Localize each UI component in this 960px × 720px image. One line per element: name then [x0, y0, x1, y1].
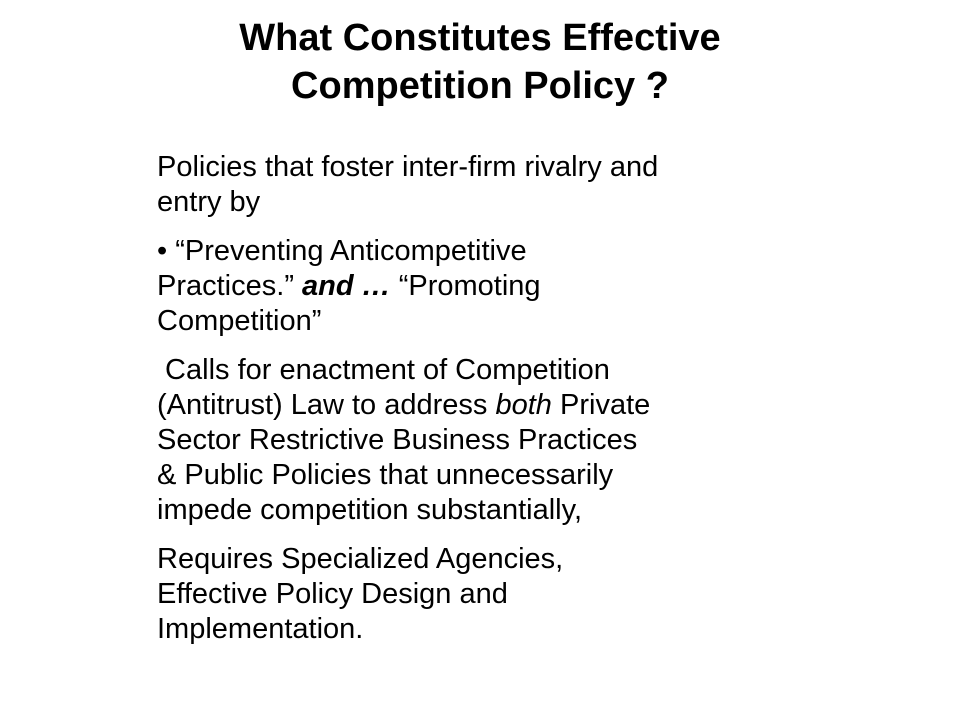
bullet-item [157, 234, 817, 339]
paragraph-law-line-4: & Public Policies that unnecessarily [157, 459, 614, 491]
paragraph-law-line-2-a: (Antitrust) Law to address [157, 389, 496, 421]
paragraph-law-line-3: Sector Restrictive Business Practices [157, 424, 638, 456]
slide-body [157, 150, 817, 661]
paragraph-law-emphasis: both [495, 389, 552, 421]
paragraph-intro [157, 150, 817, 220]
paragraph-agencies [157, 542, 817, 647]
bullet-item-line-2-a: Practices.” [157, 270, 294, 302]
slide-title-line-1: What Constitutes Effective [239, 17, 721, 59]
slide-title [120, 14, 840, 110]
paragraph-agencies-line-1: Requires Specialized Agencies, [157, 543, 564, 575]
bullet-item-line-2 [157, 269, 817, 304]
paragraph-intro-line-2: entry by [157, 186, 261, 218]
paragraph-law-line-1: Calls for enactment of Competition [157, 354, 610, 386]
bullet-item-line-1 [157, 234, 817, 269]
paragraph-law [157, 353, 817, 528]
bullet-item-line-1-text: “Preventing Anticompetitive [167, 235, 527, 267]
bullet-item-emphasis: and … [302, 270, 391, 302]
paragraph-agencies-line-3: Implementation. [157, 613, 364, 645]
paragraph-law-line-2-c: Private [551, 389, 651, 421]
paragraph-intro-line-1: Policies that foster inter-firm rivalry and [157, 151, 659, 183]
paragraph-agencies-line-2: Effective Policy Design and [157, 578, 508, 610]
bullet-item-line-2-c: “Promoting [398, 270, 541, 302]
paragraph-law-line-5: impede competition substantially, [157, 494, 583, 526]
bullet-item-line-3: Competition” [157, 305, 322, 337]
bullet-dot-icon: • [157, 235, 168, 267]
slide-title-line-2: Competition Policy ? [291, 65, 669, 107]
paragraph-law-line-2 [157, 388, 817, 423]
